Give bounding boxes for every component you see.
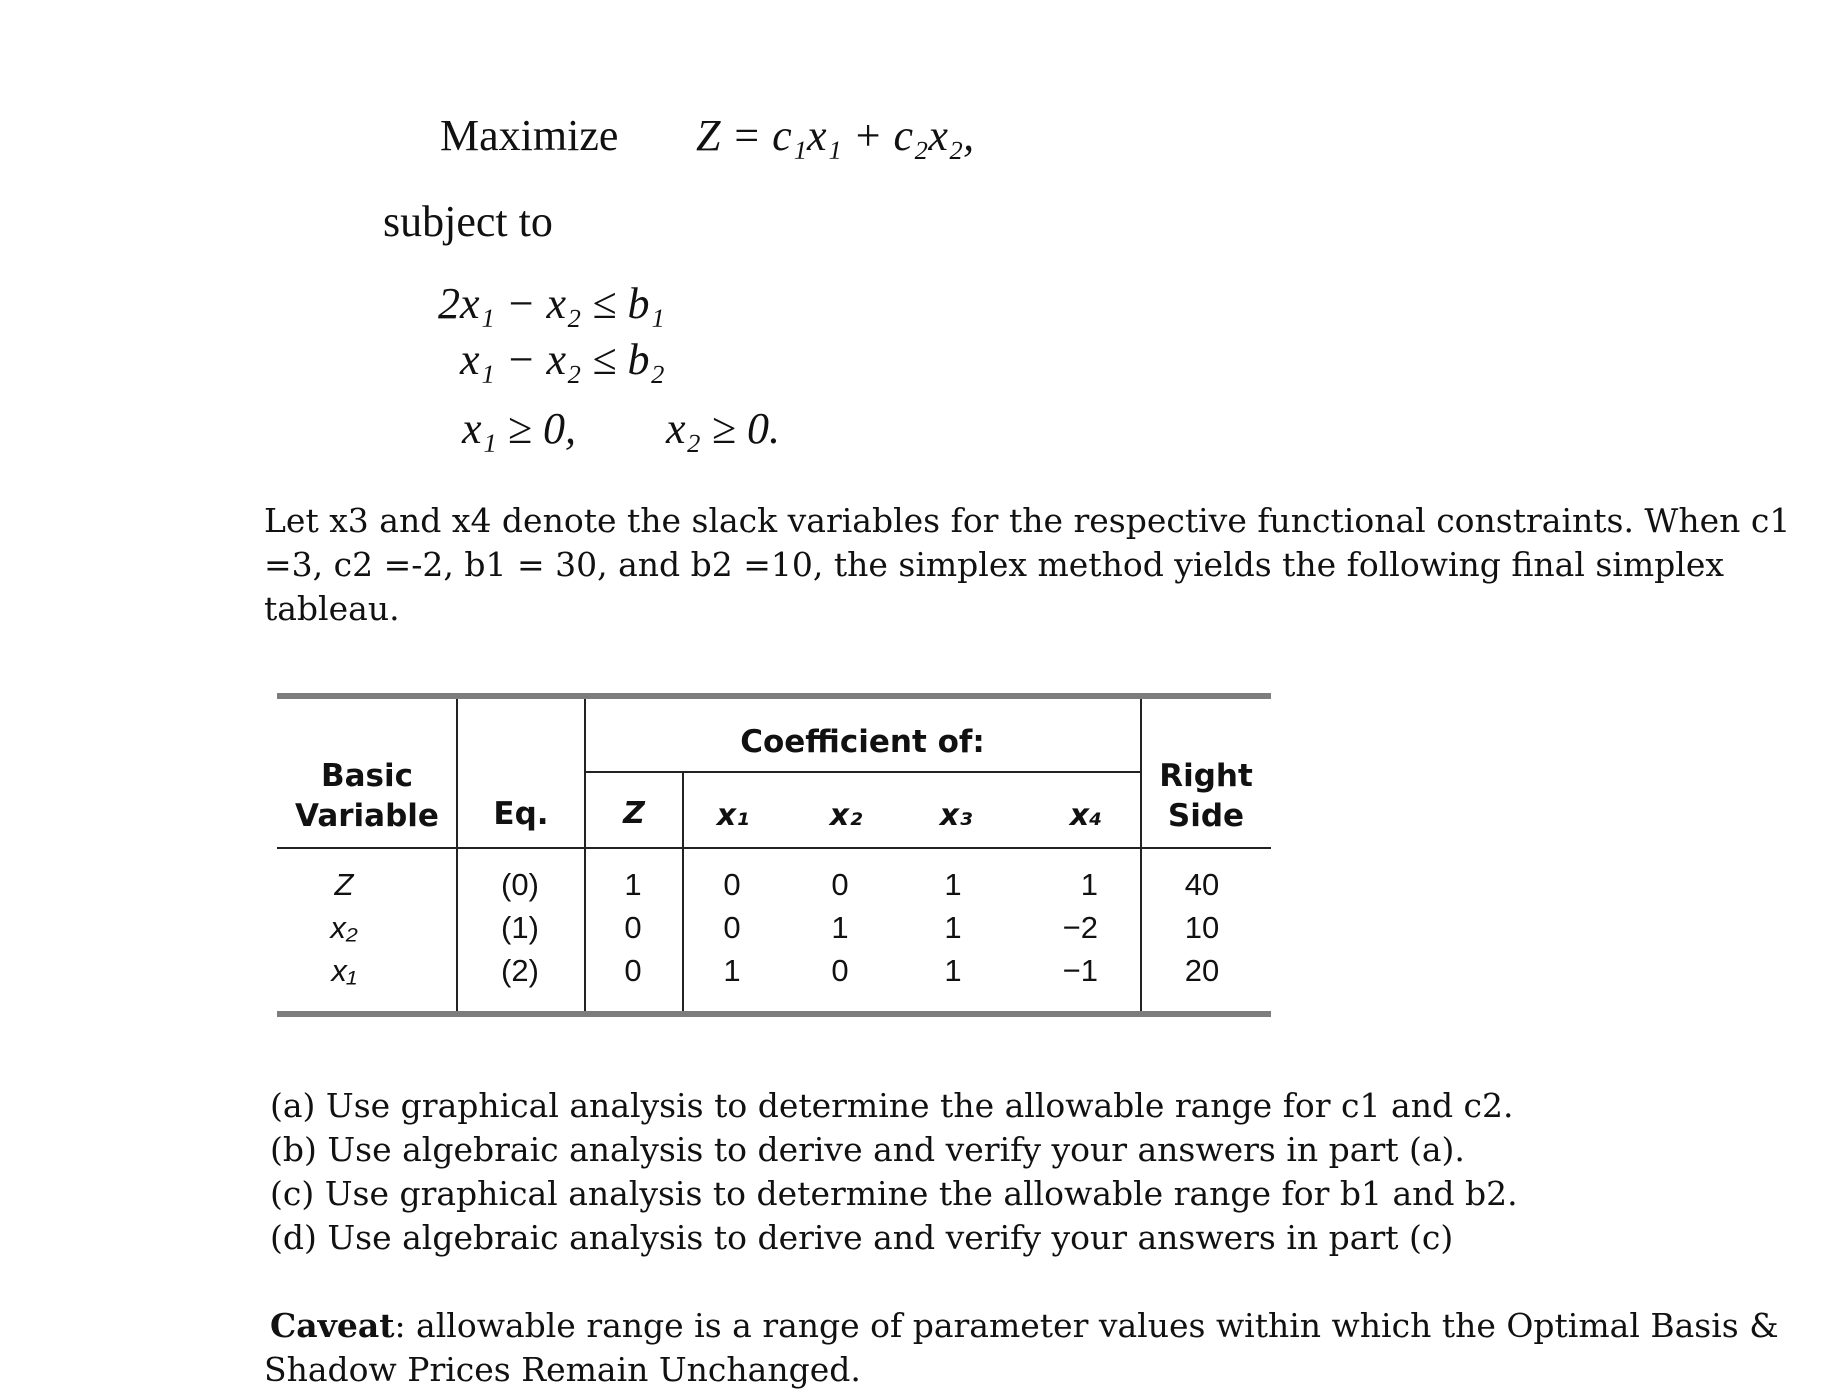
- row-z: 0: [624, 953, 642, 988]
- row-x4: −2: [1062, 910, 1098, 945]
- nonnegativity-x2: x₂ ≥ 0.: [666, 404, 780, 453]
- header-rule: [277, 847, 1271, 849]
- header-x2: x₂: [829, 798, 863, 833]
- coeff-under-rule: [584, 771, 1140, 773]
- row-z: 1: [624, 867, 642, 902]
- row-z: 0: [624, 910, 642, 945]
- header-x1: x₁: [716, 798, 750, 833]
- row-x2: 0: [831, 953, 849, 988]
- row-x1: 1: [723, 953, 741, 988]
- caveat-line-1: [270, 1304, 1779, 1348]
- row-eq: (1): [501, 910, 539, 945]
- row-eq: (0): [501, 867, 539, 902]
- constraint-2: x₁ − x₂ ≤ b₂: [460, 335, 665, 384]
- row-x3: 1: [944, 867, 962, 902]
- caveat-line-2: Shadow Prices Remain Unchanged.: [264, 1350, 861, 1389]
- col-divider-basic: [456, 699, 458, 1011]
- question-d: (d) Use algebraic analysis to derive and verify your answers in part (c): [270, 1218, 1454, 1257]
- header-x4: x₄: [1069, 798, 1103, 833]
- objective-function: Z = c₁x₁ + c₂x₂,: [696, 111, 975, 160]
- constraint-1: 2x₁ − x₂ ≤ b₁: [438, 279, 665, 328]
- maximize-keyword: Maximize: [440, 111, 619, 160]
- header-x3: x₃: [939, 798, 973, 833]
- row-eq: (2): [501, 953, 539, 988]
- row-rhs: 40: [1184, 867, 1220, 902]
- row-rhs: 20: [1184, 953, 1220, 988]
- row-basic: x₁: [331, 953, 357, 988]
- question-c: (c) Use graphical analysis to determine the allowable range for b1 and b2.: [270, 1174, 1518, 1213]
- table-top-rule: [277, 693, 1271, 699]
- header-coefficient-of: Coefficient of:: [740, 724, 985, 760]
- row-x4: 1: [1080, 867, 1098, 902]
- row-x4: −1: [1062, 953, 1098, 988]
- caveat-label: Caveat: [270, 1306, 395, 1345]
- header-right-side: Right Side: [1159, 758, 1253, 834]
- row-x2: 0: [831, 867, 849, 902]
- row-basic: x₂: [330, 910, 358, 945]
- header-eq: Eq.: [493, 796, 549, 832]
- subject-to-label: subject to: [383, 197, 553, 246]
- table-bottom-rule: [277, 1011, 1271, 1017]
- row-x3: 1: [944, 910, 962, 945]
- row-x1: 0: [723, 910, 741, 945]
- header-basic-variable: Basic Variable: [295, 758, 439, 834]
- row-x2: 1: [831, 910, 849, 945]
- row-x3: 1: [944, 953, 962, 988]
- caveat-text-1: : allowable range is a range of parameter values within which the Optimal Basis &: [394, 1306, 1779, 1345]
- col-divider-z: [682, 772, 684, 1011]
- row-basic: Z: [334, 867, 354, 902]
- row-rhs: 10: [1184, 910, 1220, 945]
- intro-line-3: tableau.: [264, 589, 400, 628]
- row-x1: 0: [723, 867, 741, 902]
- nonnegativity-x1: x₁ ≥ 0,: [462, 404, 576, 453]
- intro-line-2: =3, c2 =-2, b1 = 30, and b2 =10, the simplex method yields the following final simplex: [264, 545, 1724, 584]
- header-z: Z: [623, 796, 645, 831]
- question-b: (b) Use algebraic analysis to derive and verify your answers in part (a).: [270, 1130, 1465, 1169]
- intro-line-1: Let x3 and x4 denote the slack variables for the respective functional constraints. When c1: [264, 501, 1791, 540]
- question-a: (a) Use graphical analysis to determine the allowable range for c1 and c2.: [270, 1086, 1514, 1125]
- col-divider-rhs: [1140, 699, 1142, 1011]
